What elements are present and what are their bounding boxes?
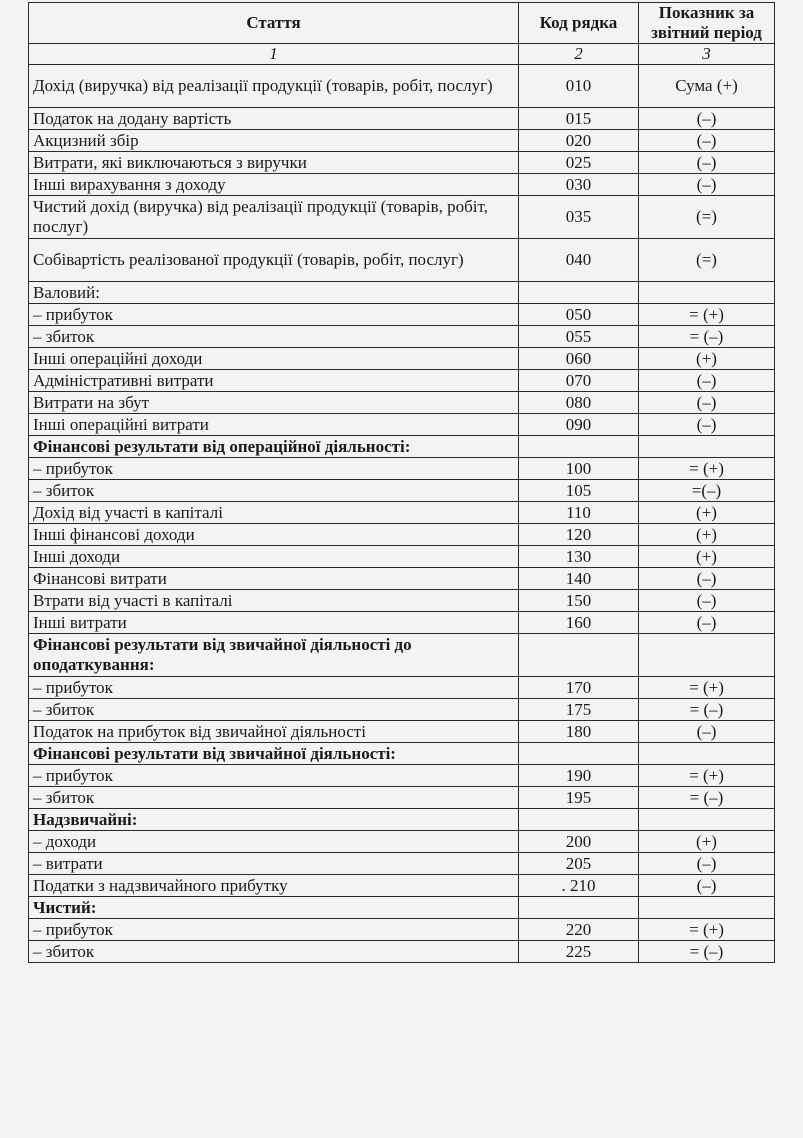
row-value: (=) bbox=[639, 196, 775, 239]
row-value: = (–) bbox=[639, 787, 775, 809]
row-value: (–) bbox=[639, 853, 775, 875]
row-value: (–) bbox=[639, 590, 775, 612]
row-label: – витрати bbox=[29, 853, 519, 875]
row-value: = (+) bbox=[639, 765, 775, 787]
header-article: Стаття bbox=[29, 3, 519, 44]
row-value: (=) bbox=[639, 239, 775, 282]
row-code bbox=[519, 634, 639, 677]
row-label: – прибуток bbox=[29, 677, 519, 699]
row-label: Інші операційні витрати bbox=[29, 414, 519, 436]
row-label: Фінансові результати від операційної діяльності: bbox=[29, 436, 519, 458]
table-row bbox=[29, 919, 775, 941]
row-value: = (+) bbox=[639, 677, 775, 699]
row-code: 020 bbox=[519, 130, 639, 152]
row-value: (+) bbox=[639, 524, 775, 546]
row-label: – доходи bbox=[29, 831, 519, 853]
row-label: – збиток bbox=[29, 787, 519, 809]
table-row bbox=[29, 721, 775, 743]
row-label: – прибуток bbox=[29, 765, 519, 787]
row-code: 140 bbox=[519, 568, 639, 590]
row-label: Інші фінансові доходи bbox=[29, 524, 519, 546]
row-value: =(–) bbox=[639, 480, 775, 502]
row-code: 130 bbox=[519, 546, 639, 568]
row-label: – прибуток bbox=[29, 919, 519, 941]
table-row bbox=[29, 304, 775, 326]
row-code bbox=[519, 282, 639, 304]
row-code: 195 bbox=[519, 787, 639, 809]
table-row bbox=[29, 152, 775, 174]
table-row bbox=[29, 612, 775, 634]
row-label: Акцизний збір bbox=[29, 130, 519, 152]
row-value: (–) bbox=[639, 612, 775, 634]
row-code bbox=[519, 436, 639, 458]
table-row bbox=[29, 787, 775, 809]
row-label: Втрати від участі в капіталі bbox=[29, 590, 519, 612]
table-row bbox=[29, 590, 775, 612]
row-label: – збиток bbox=[29, 699, 519, 721]
header-line-code: Код рядка bbox=[519, 3, 639, 44]
table-row bbox=[29, 634, 775, 677]
table-row bbox=[29, 392, 775, 414]
row-label: Дохід від участі в капіталі bbox=[29, 502, 519, 524]
table-row bbox=[29, 941, 775, 963]
column-index-3: 3 bbox=[639, 44, 775, 65]
table-row bbox=[29, 130, 775, 152]
row-label: – збиток bbox=[29, 941, 519, 963]
table-row bbox=[29, 699, 775, 721]
row-value bbox=[639, 282, 775, 304]
row-label: – прибуток bbox=[29, 304, 519, 326]
row-code: 015 bbox=[519, 108, 639, 130]
row-label: Податки з надзвичайного прибутку bbox=[29, 875, 519, 897]
row-code: 050 bbox=[519, 304, 639, 326]
row-value: (+) bbox=[639, 546, 775, 568]
table-row bbox=[29, 831, 775, 853]
row-value bbox=[639, 436, 775, 458]
row-code: 025 bbox=[519, 152, 639, 174]
row-label: Витрати, які виключаються з виручки bbox=[29, 152, 519, 174]
row-code: 150 bbox=[519, 590, 639, 612]
table-row bbox=[29, 348, 775, 370]
table-row bbox=[29, 282, 775, 304]
row-value bbox=[639, 809, 775, 831]
row-label: Податок на прибуток від звичайної діяльності bbox=[29, 721, 519, 743]
row-code: 160 bbox=[519, 612, 639, 634]
table-row bbox=[29, 174, 775, 196]
row-code: 175 bbox=[519, 699, 639, 721]
row-code bbox=[519, 897, 639, 919]
row-code: 110 bbox=[519, 502, 639, 524]
table-row bbox=[29, 546, 775, 568]
table-row bbox=[29, 677, 775, 699]
row-label: Інші витрати bbox=[29, 612, 519, 634]
row-value: (–) bbox=[639, 174, 775, 196]
row-value: (–) bbox=[639, 721, 775, 743]
row-label: Витрати на збут bbox=[29, 392, 519, 414]
row-value: (–) bbox=[639, 414, 775, 436]
row-label: Чистий: bbox=[29, 897, 519, 919]
header-indicator: Показник за звітний період bbox=[639, 3, 775, 44]
row-label: Чистий дохід (виручка) від реалізації продукції (товарів, робіт, послуг) bbox=[29, 196, 519, 239]
table-row bbox=[29, 875, 775, 897]
row-code: 055 bbox=[519, 326, 639, 348]
row-code bbox=[519, 809, 639, 831]
table-row bbox=[29, 809, 775, 831]
table-header-row bbox=[29, 3, 775, 44]
row-value: (–) bbox=[639, 392, 775, 414]
table-row bbox=[29, 108, 775, 130]
table-row bbox=[29, 436, 775, 458]
row-value: = (–) bbox=[639, 941, 775, 963]
row-label: Валовий: bbox=[29, 282, 519, 304]
row-code: 100 bbox=[519, 458, 639, 480]
row-label: Фінансові результати від звичайної діяльності: bbox=[29, 743, 519, 765]
column-index-2: 2 bbox=[519, 44, 639, 65]
row-value: (–) bbox=[639, 130, 775, 152]
row-label: Інші доходи bbox=[29, 546, 519, 568]
table-row bbox=[29, 458, 775, 480]
row-label: Адміністративні витрати bbox=[29, 370, 519, 392]
income-statement-table bbox=[28, 2, 775, 963]
row-code: 035 bbox=[519, 196, 639, 239]
row-value: = (–) bbox=[639, 699, 775, 721]
row-code: 010 bbox=[519, 65, 639, 108]
table-row bbox=[29, 480, 775, 502]
row-code: 090 bbox=[519, 414, 639, 436]
table-row bbox=[29, 897, 775, 919]
row-value bbox=[639, 634, 775, 677]
column-index-1: 1 bbox=[29, 44, 519, 65]
row-code: 180 bbox=[519, 721, 639, 743]
table-row bbox=[29, 502, 775, 524]
row-value: = (+) bbox=[639, 458, 775, 480]
row-label: Інші операційні доходи bbox=[29, 348, 519, 370]
row-code: 070 bbox=[519, 370, 639, 392]
row-label: Фінансові результати від звичайної діяльності до оподаткування: bbox=[29, 634, 519, 677]
row-value: = (+) bbox=[639, 304, 775, 326]
row-code: 080 bbox=[519, 392, 639, 414]
row-label: Собівартість реалізованої продукції (товарів, робіт, послуг) bbox=[29, 239, 519, 282]
row-value: (–) bbox=[639, 875, 775, 897]
row-value: = (–) bbox=[639, 326, 775, 348]
table-row bbox=[29, 743, 775, 765]
row-value bbox=[639, 743, 775, 765]
column-index-row bbox=[29, 44, 775, 65]
row-value: (–) bbox=[639, 568, 775, 590]
row-value: (–) bbox=[639, 108, 775, 130]
row-label: Надзвичайні: bbox=[29, 809, 519, 831]
row-code: 190 bbox=[519, 765, 639, 787]
row-code: 220 bbox=[519, 919, 639, 941]
row-value bbox=[639, 897, 775, 919]
row-code: 225 bbox=[519, 941, 639, 963]
row-label: – прибуток bbox=[29, 458, 519, 480]
row-value: (–) bbox=[639, 152, 775, 174]
table-row bbox=[29, 765, 775, 787]
table-row bbox=[29, 853, 775, 875]
row-value: = (+) bbox=[639, 919, 775, 941]
row-code: 105 bbox=[519, 480, 639, 502]
row-code: 120 bbox=[519, 524, 639, 546]
row-value: (+) bbox=[639, 831, 775, 853]
table-row bbox=[29, 414, 775, 436]
table-row bbox=[29, 370, 775, 392]
row-code: 200 bbox=[519, 831, 639, 853]
table-row bbox=[29, 326, 775, 348]
row-label: Інші вирахування з доходу bbox=[29, 174, 519, 196]
row-code: 060 bbox=[519, 348, 639, 370]
row-value: (–) bbox=[639, 370, 775, 392]
row-label: – збиток bbox=[29, 326, 519, 348]
table-row bbox=[29, 65, 775, 108]
table-row bbox=[29, 568, 775, 590]
row-value: (+) bbox=[639, 502, 775, 524]
row-value: Сума (+) bbox=[639, 65, 775, 108]
row-code: 030 bbox=[519, 174, 639, 196]
table-row bbox=[29, 239, 775, 282]
row-code bbox=[519, 743, 639, 765]
row-code: 170 bbox=[519, 677, 639, 699]
row-label: Фінансові витрати bbox=[29, 568, 519, 590]
row-label: – збиток bbox=[29, 480, 519, 502]
row-code: 040 bbox=[519, 239, 639, 282]
row-label: Дохід (виручка) від реалізації продукції (товарів, робіт, послуг) bbox=[29, 65, 519, 108]
table-row bbox=[29, 196, 775, 239]
row-value: (+) bbox=[639, 348, 775, 370]
row-code: 205 bbox=[519, 853, 639, 875]
row-label: Податок на додану вартість bbox=[29, 108, 519, 130]
row-code: . 210 bbox=[519, 875, 639, 897]
table-row bbox=[29, 524, 775, 546]
